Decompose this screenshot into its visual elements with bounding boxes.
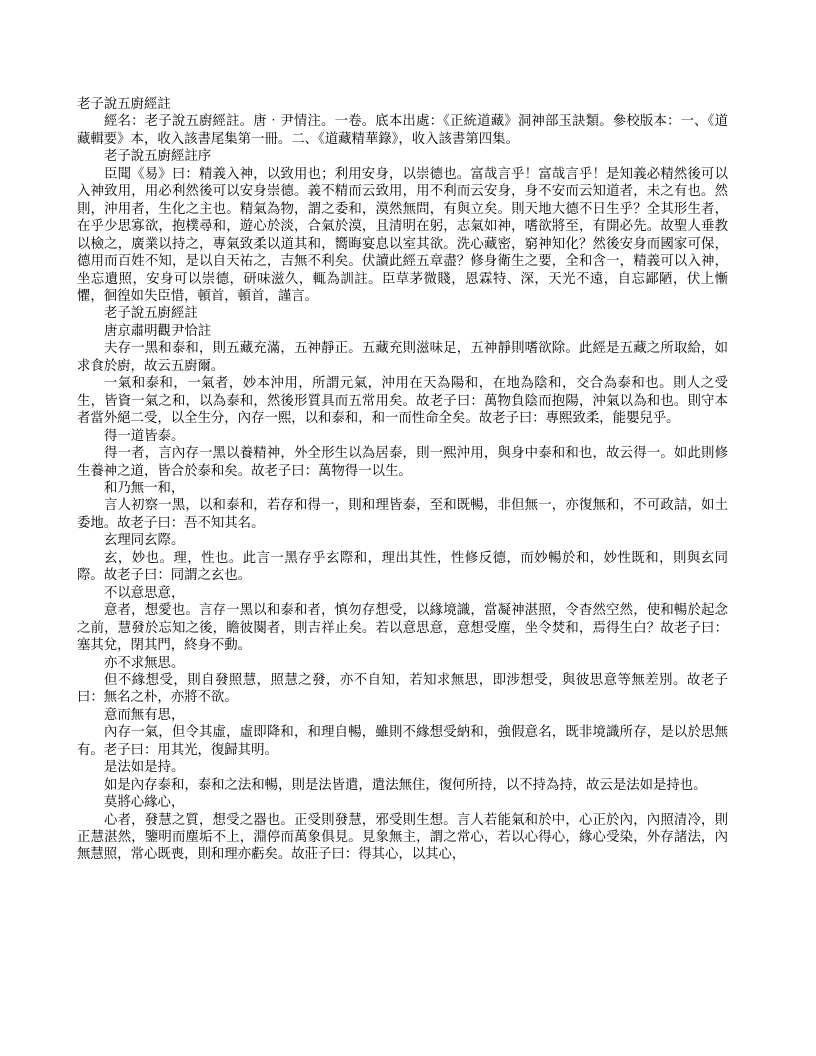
commentary-1: 夫存一黑和泰和，則五藏充滿，五神靜正。五藏充則滋味足，五神靜則嗜欲除。此經是五藏之所取給，如求食於廚，故云五廚爾。 xyxy=(77,341,728,374)
bibliographic-note: 經名：老子說五廚經註。唐‧尹情注。一卷。底本出處：《正統道藏》洞神部玉訣類。參校版本：一、《道藏輯要》本，收入該書尾集第一冊。二、《道藏精華錄》，收入該書第四集。 xyxy=(77,114,728,147)
sutra-line-6: 意而無有思， xyxy=(104,707,185,723)
sutra-line-7: 是法如是持。 xyxy=(104,760,185,776)
document-text-body xyxy=(77,96,728,864)
heading-annotator: 唐京肅明觀尹恰註 xyxy=(104,323,212,339)
commentary-2: 一氣和泰和，一氣者，妙本沖用，所謂元氣，沖用在天為陽和，在地為陰和，交合為泰和也。則人之受生，皆資一氣之和，以為泰和，然後形質具而五常用矣。故老子曰：萬物負陰而抱陽，沖氣以為和也。則守本者當外絕二受，以全生分，內存一熙，以和泰和，和一而性命全矣。故老子曰：專熙致柔，能嬰兒乎。 xyxy=(77,376,728,427)
commentary-8: 內存一氣，但令其虛，虛即降和，和理自暢，雖則不緣想受納和，強假意名，既非境識所存，是以於思無有。老子曰：用其光，復歸其明。 xyxy=(77,725,728,758)
sutra-line-1: 得一道皆泰。 xyxy=(104,428,185,444)
commentary-10: 心者，發慧之質，想受之器也。正受則發慧，邪受則生想。言人若能氣和於中，心正於內，內照清冷，則正慧湛然，鑒明而塵垢不上，淵停而萬象俱見。見象無主，謂之常心，若以心得心，緣心受染，外存諸法，內無慧照，常心既喪，則和理亦虧矣。故莊子曰：得其心，以其心， xyxy=(77,812,728,863)
heading-preface: 老子說五廚經註序 xyxy=(104,149,212,165)
sutra-line-8: 莫將心緣心， xyxy=(104,795,185,811)
sutra-line-5: 亦不求無思。 xyxy=(104,655,185,671)
sutra-line-3: 玄理同玄際。 xyxy=(104,533,185,549)
commentary-7: 但不緣想受，則自發照慧，照慧之發，亦不自知，若知求無思，即涉想受，與彼思意等無差別。故老子曰：無名之朴，亦將不欲。 xyxy=(77,672,728,706)
preface-body: 臣聞《易》曰：精義入神，以致用也；利用安身，以崇德也。富哉言乎！富哉言乎！是知義必精然後可以入神致用，用必利然後可以安身崇德。義不精而云致用，用不利而云安身，身不安而云知道者，未之有也。然則，沖用者，生化之主也。精氣為物，謂之委和，漠然無問，有與立矣。則天地大德不日生乎？全其形生者，在乎少思寡欲，抱樸尋和，遊心於淡，合氣於漠，且清明在躬，志氣如神，嗜欲將至，有開必先。故聖人垂教以檢之，廣業以持之，專氣致柔以道其和，嚮晦宴息以室其欲。洗心藏密，窮神知化？然後安身而國家可保，德用而百姓不知，是以自天祐之，吉無不利矣。伏讀此經五章盡？修身衛生之要，全和含一，精義可以入神，坐忘遺照，安身可以崇德，研味滋久，輒為訓註。臣草茅微賤，恩霖特、深，天光不遠，自忘鄙陋，伏上慚懼，徊徨如失臣惜，頓首，頓首，謹言。 xyxy=(77,166,728,304)
heading-title: 老子說五廚經註 xyxy=(77,97,171,112)
heading-main: 老子說五廚經註 xyxy=(104,306,198,322)
commentary-3: 得一者，言內存一黑以養精神，外全形生以為居泰，則一熙沖用，與身中泰和和也，故云得一。如此則修生養神之道，皆合於泰和矣。故老子曰：萬物得一以生。 xyxy=(77,446,728,479)
commentary-9: 如是內存泰和，泰和之法和暢，則是法皆遣，遣法無住，復何所持，以不持為持，故云是法如是持也。 xyxy=(104,777,707,793)
commentary-5: 玄，妙也。理，性也。此言一黑存乎玄際和，理出其性，性修反德，而妙暢於和，妙性既和，則與玄同際。故老子曰：同謂之玄也。 xyxy=(77,550,728,584)
commentary-6: 意者，想愛也。言存一黑以和泰和者，慎勿存想受，以緣境識，當凝神湛照，令杳然空然，使和暢於起念之前，慧發於忘知之後，瞻彼闋者，則吉祥止矣。若以意思意，意想受塵，坐令焚和，焉得生白？故老子曰：塞其兌，閉其門，終身不動。 xyxy=(77,603,728,654)
sutra-line-2: 和乃無一和， xyxy=(104,480,185,496)
commentary-4: 言人初察一黑，以和泰和，若存和得一，則和理皆泰，至和既暢，非但無一，亦復無和，不可政詰，如土委地。故老子曰：吾不知其名。 xyxy=(77,498,728,531)
sutra-line-4: 不以意思意， xyxy=(104,585,185,601)
